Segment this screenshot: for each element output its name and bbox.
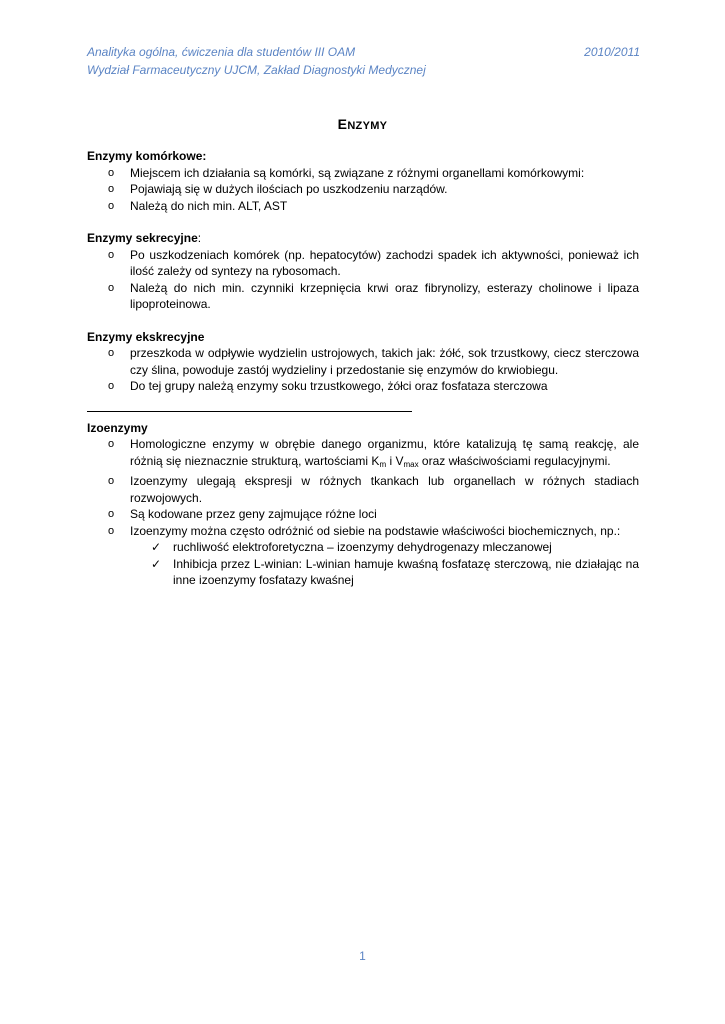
section-heading: Enzymy ekskrecyjne	[87, 329, 205, 344]
bullet-icon: o	[108, 183, 115, 195]
list-item: o Po uszkodzeniach komórek (np. hepatocytów) zachodzi spadek ich aktywności, ponieważ ich ilość zależy od syntezy na rybosomach.	[108, 247, 639, 278]
section-secretory-enzymes	[87, 230, 639, 313]
list-item: o Izoenzymy można często odróżnić od siebie na podstawie właściwości biochemicznych, np.: ✓ ruchliwość elektroforetyczna – izoenzymy dehydrogenazy mleczanowej ✓ Inhibicja przez L-winian: L-winian hamuje kwaśną fosfatazę sterczową, nie działając na inne izoenzymy fosfatazy kwaśnej	[108, 523, 639, 587]
check-list-item: ✓ ruchliwość elektroforetyczna – izoenzymy dehydrogenazy mleczanowej	[151, 540, 552, 554]
list-item: o Należą do nich min. czynniki krzepnięcia krwi oraz fibrynolizy, esterazy cholinowe i lipaza lipoproteinowa.	[108, 280, 639, 311]
bullet-icon: o	[108, 508, 115, 520]
list-item: o Miejscem ich działania są komórki, są związane z różnymi organellami komórkowymi:	[108, 165, 585, 180]
page-number: 1	[359, 949, 366, 963]
document-body	[87, 148, 639, 589]
bullet-icon: o	[108, 248, 115, 261]
list-item: o Pojawiają się w dużych ilościach po uszkodzeniu narządów.	[108, 182, 448, 196]
section-heading: Enzymy komórkowe:	[87, 149, 207, 163]
bullet-icon: o	[108, 347, 115, 359]
divider-line	[87, 411, 412, 412]
list-item: o Należą do nich min. ALT, AST	[108, 198, 288, 213]
bullet-icon: o	[108, 524, 115, 537]
section-heading: Enzymy sekrecyjne:	[87, 231, 202, 245]
header-department: Wydział Farmaceutyczny UJCM, Zakład Diagnostyki Medycznej	[87, 63, 426, 77]
section-excretory-enzymes	[87, 329, 639, 395]
page-title: ENZYMY	[337, 116, 388, 132]
checkmark-icon: ✓	[151, 556, 162, 571]
list-item: o Izoenzymy ulegają ekspresji w różnych tkankach lub organellach w różnych stadiach rozwojowych.	[108, 474, 639, 505]
list-item: o Są kodowane przez geny zajmujące różne loci	[108, 507, 377, 521]
list-item: o Homologiczne enzymy w obrębie danego organizmu, które katalizują tę samą reakcję, ale różnią się nieznacznie strukturą, wartościami $K_m$ i $V_{max}$ oraz właściwościami regulacyjnymi.	[108, 437, 639, 469]
list-item: o Do tej grupy należą enzymy soku trzustkowego, żółci oraz fosfataza sterczowa	[108, 379, 548, 393]
bullet-icon: o	[108, 475, 115, 487]
section-heading: Izoenzymy	[87, 420, 148, 435]
header-course: Analityka ogólna, ćwiczenia dla studentów III OAM	[87, 45, 356, 59]
section-isoenzymes	[87, 420, 639, 589]
section-cellular-enzymes	[87, 148, 639, 214]
bullet-icon: o	[108, 438, 115, 450]
list-item: o przeszkoda w odpływie wydzielin ustrojowych, takich jak: żółć, sok trzustkowy, ciecz sterczowa czy ślina, powoduje zastój wydzieliny i przedostanie się enzymów do krwiobiegu.	[108, 346, 639, 377]
header-year: 2010/2011	[584, 45, 640, 59]
checkmark-icon: ✓	[151, 540, 162, 554]
bullet-icon: o	[108, 166, 115, 179]
bullet-icon: o	[108, 281, 115, 294]
page-header	[87, 43, 640, 79]
bullet-icon: o	[108, 380, 115, 392]
bullet-icon: o	[108, 199, 115, 212]
check-list-item: ✓ Inhibicja przez L-winian: L-winian hamuje kwaśną fosfatazę sterczową, nie działając na inne izoenzymy fosfatazy kwaśnej	[151, 556, 639, 587]
